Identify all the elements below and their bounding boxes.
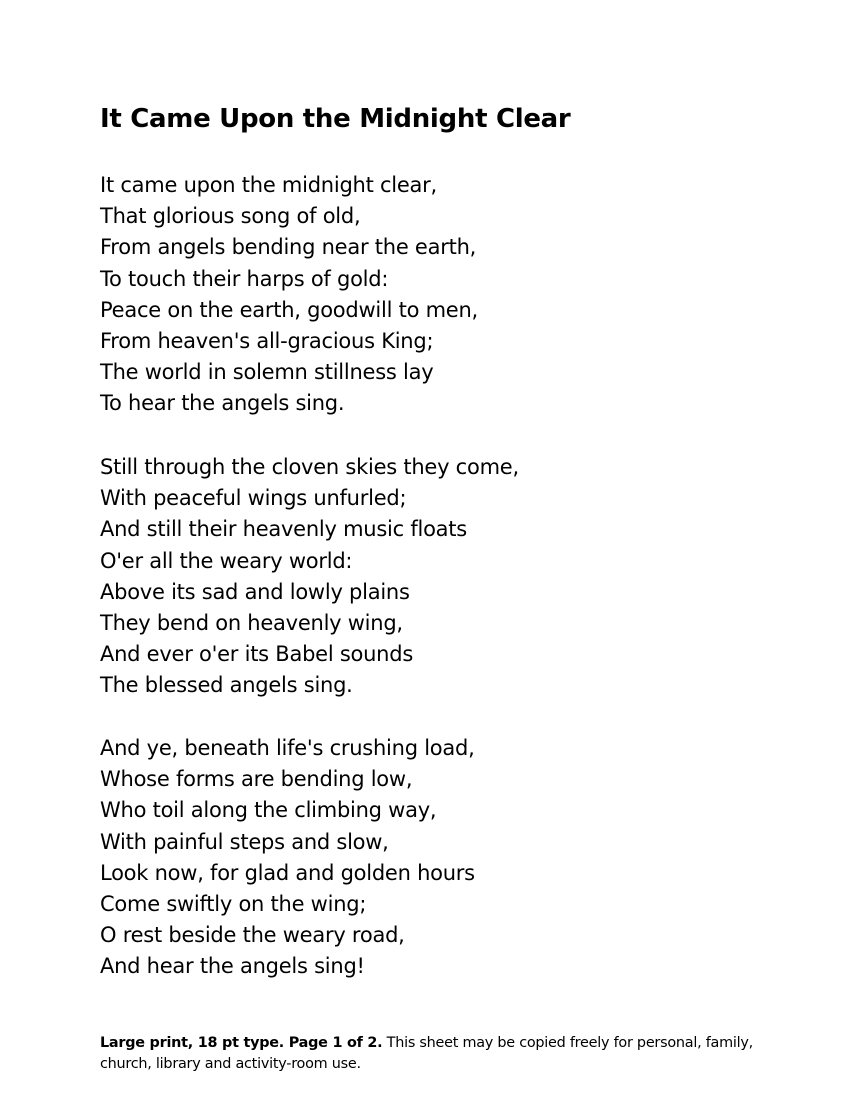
- verse-line: The world in solemn stillness lay: [100, 360, 434, 385]
- verse-line: Come swiftly on the wing;: [100, 891, 367, 916]
- song-title: It Came Upon the Midnight Clear: [100, 104, 571, 134]
- verse-line: They bend on heavenly wing,: [100, 610, 403, 635]
- verse-line: And still their heavenly music floats: [100, 517, 467, 542]
- verse-line: The blessed angels sing.: [100, 673, 353, 698]
- verse-line: And ye, beneath life's crushing load,: [100, 736, 475, 760]
- verse-2: [100, 452, 519, 702]
- verse-1: [100, 170, 478, 420]
- verse-3: [100, 733, 475, 983]
- print-note-footer: [100, 1033, 760, 1075]
- verse-line: Whose forms are bending low,: [100, 767, 413, 792]
- verse-line: From angels bending near the earth,: [100, 235, 477, 260]
- verse-line: O rest beside the weary road,: [100, 923, 405, 948]
- verse-line: O'er all the weary world:: [100, 548, 353, 573]
- verse-line: Look now, for glad and golden hours: [100, 860, 475, 885]
- verse-line: And hear the angels sing!: [100, 954, 365, 979]
- print-note-bold: Large print, 18 pt type. Page 1 of 2.: [100, 1035, 383, 1051]
- verse-line: To touch their harps of gold:: [100, 266, 389, 291]
- print-note-text: This sheet may be copied freely for personal, family, church, library and activity-room use.: [100, 1035, 753, 1072]
- verse-line: With painful steps and slow,: [100, 829, 389, 854]
- verse-line: Above its sad and lowly plains: [100, 579, 410, 604]
- verse-line: It came upon the midnight clear,: [100, 173, 437, 197]
- verse-line: From heaven's all-gracious King;: [100, 328, 434, 353]
- verse-line: Who toil along the climbing way,: [100, 798, 437, 823]
- verse-line: Still through the cloven skies they come,: [100, 455, 519, 479]
- verse-line: Peace on the earth, goodwill to men,: [100, 297, 478, 322]
- verse-line: With peaceful wings unfurled;: [100, 486, 407, 511]
- verse-line: To hear the angels sing.: [100, 391, 345, 416]
- verse-line: That glorious song of old,: [100, 204, 361, 229]
- verse-line: And ever o'er its Babel sounds: [100, 642, 414, 667]
- lyric-sheet-page: [100, 0, 760, 1100]
